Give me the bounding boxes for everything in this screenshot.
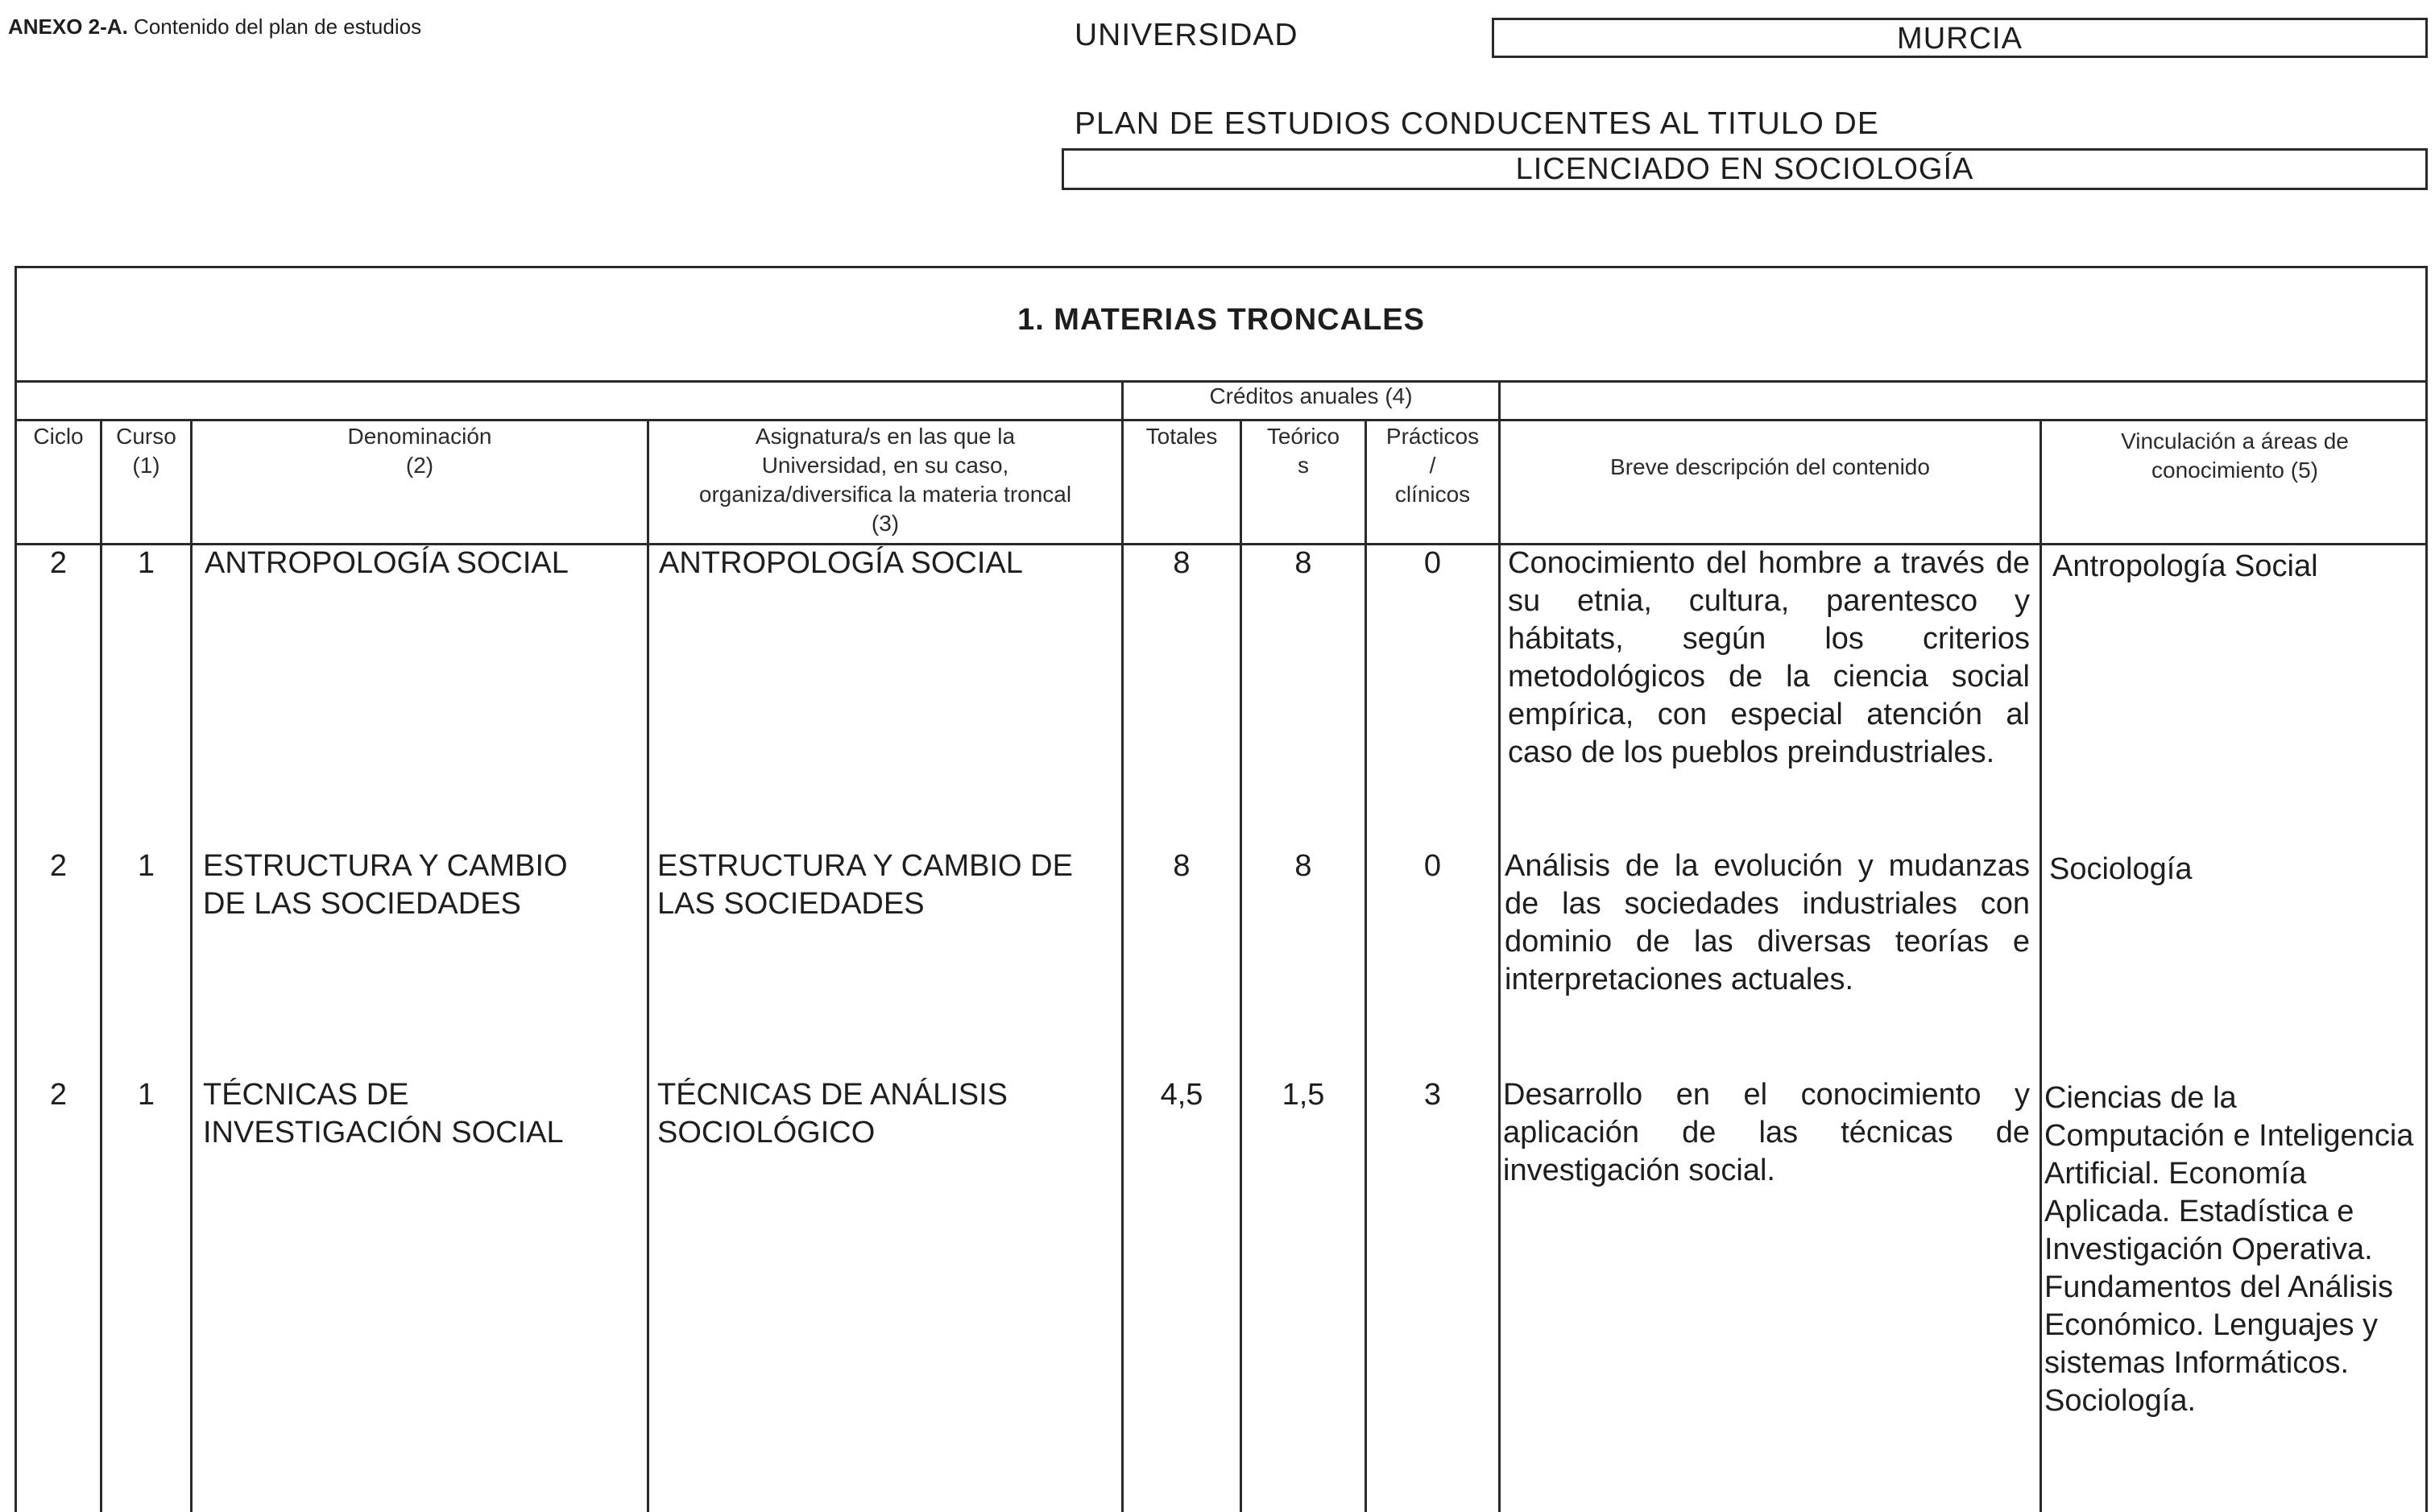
universidad-label: UNIVERSIDAD xyxy=(1075,18,1298,52)
row3-curso: 1 xyxy=(137,1078,155,1112)
row2-curso: 1 xyxy=(137,849,155,883)
row3-ciclo: 2 xyxy=(49,1078,68,1112)
row1-curso: 1 xyxy=(137,546,155,580)
table-divider xyxy=(14,419,2428,421)
header-vinculacion: Vinculación a áreas de conocimiento (5) xyxy=(2121,429,2349,483)
row1-descripcion: Conocimiento del hombre a través de su etnia, cultura, parentesco y hábitats, según los criterios metodológicos de la ciencia social empírica, con especial atención al caso de los pueblos preindustriales. xyxy=(1508,546,2030,769)
row3-vinculacion: Ciencias de la Computación e Inteligencia Artificial. Economía Aplicada. Estadística e Investigación Operativa. Fundamentos del Análisis Económico. Lenguajes y sistemas Informáticos. Sociología. xyxy=(2044,1081,2414,1418)
column-divider xyxy=(190,419,193,1512)
column-divider xyxy=(1240,419,1242,1512)
row3-totales: 4,5 xyxy=(1160,1078,1203,1112)
row2-ciclo: 2 xyxy=(49,849,68,883)
row2-vinculacion: Sociología xyxy=(2049,852,2193,886)
row2-practicos: 0 xyxy=(1423,849,1442,883)
row1-asignatura: ANTROPOLOGÍA SOCIAL xyxy=(659,546,1023,580)
row1-totales: 8 xyxy=(1173,546,1191,580)
titulo-value: LICENCIADO EN SOCIOLOGÍA xyxy=(1062,148,2428,190)
annex-label: ANEXO 2-A. xyxy=(8,14,128,39)
creditos-group-header: Créditos anuales (4) xyxy=(1209,383,1413,408)
row2-descripcion: Análisis de la evolución y mudanzas de las sociedades industriales con dominio de las diversas teorías e interpretaciones actuales. xyxy=(1505,849,2030,996)
section-title: 1. MATERIAS TRONCALES xyxy=(1017,303,1425,337)
header-curso: Curso (1) xyxy=(116,424,176,478)
annex-heading xyxy=(8,14,421,39)
header-denominacion: Denominación (2) xyxy=(347,424,492,478)
row3-denominacion: TÉCNICAS DE INVESTIGACIÓN SOCIAL xyxy=(203,1078,564,1150)
row1-vinculacion: Antropología Social xyxy=(2052,549,2318,583)
column-divider xyxy=(1365,419,1367,1512)
row3-descripcion: Desarrollo en el conocimiento y aplicación de las técnicas de investigación social. xyxy=(1503,1078,2030,1187)
row3-teoricos: 1,5 xyxy=(1282,1078,1325,1112)
header-teoricos: Teórico s xyxy=(1266,424,1340,478)
row2-totales: 8 xyxy=(1173,849,1191,883)
column-divider xyxy=(647,419,649,1512)
row2-teoricos: 8 xyxy=(1294,849,1312,883)
row3-practicos: 3 xyxy=(1423,1078,1442,1112)
header-descripcion: Breve descripción del contenido xyxy=(1610,454,1930,479)
column-divider xyxy=(100,419,102,1512)
column-divider xyxy=(2040,419,2042,1512)
header-asignatura: Asignatura/s en las que la Universidad, en su caso, organiza/diversifica la materia troncal (3) xyxy=(698,424,1072,536)
header-practicos: Prácticos / clínicos xyxy=(1385,424,1480,507)
header-totales: Totales xyxy=(1145,424,1218,449)
row2-asignatura: ESTRUCTURA Y CAMBIO DE LAS SOCIEDADES xyxy=(657,849,1073,921)
plan-label: PLAN DE ESTUDIOS CONDUCENTES AL TITULO DE xyxy=(1075,106,1879,141)
row2-denominacion: ESTRUCTURA Y CAMBIO DE LAS SOCIEDADES xyxy=(203,849,568,921)
row3-asignatura: TÉCNICAS DE ANÁLISIS SOCIOLÓGICO xyxy=(657,1078,1008,1150)
row1-practicos: 0 xyxy=(1423,546,1442,580)
row1-ciclo: 2 xyxy=(49,546,68,580)
row1-denominacion: ANTROPOLOGÍA SOCIAL xyxy=(205,546,569,580)
column-divider xyxy=(1498,380,1501,1512)
row1-teoricos: 8 xyxy=(1294,546,1312,580)
annex-description: Contenido del plan de estudios xyxy=(134,14,422,39)
header-ciclo: Ciclo xyxy=(33,424,84,449)
universidad-value: MURCIA xyxy=(1492,18,2428,58)
